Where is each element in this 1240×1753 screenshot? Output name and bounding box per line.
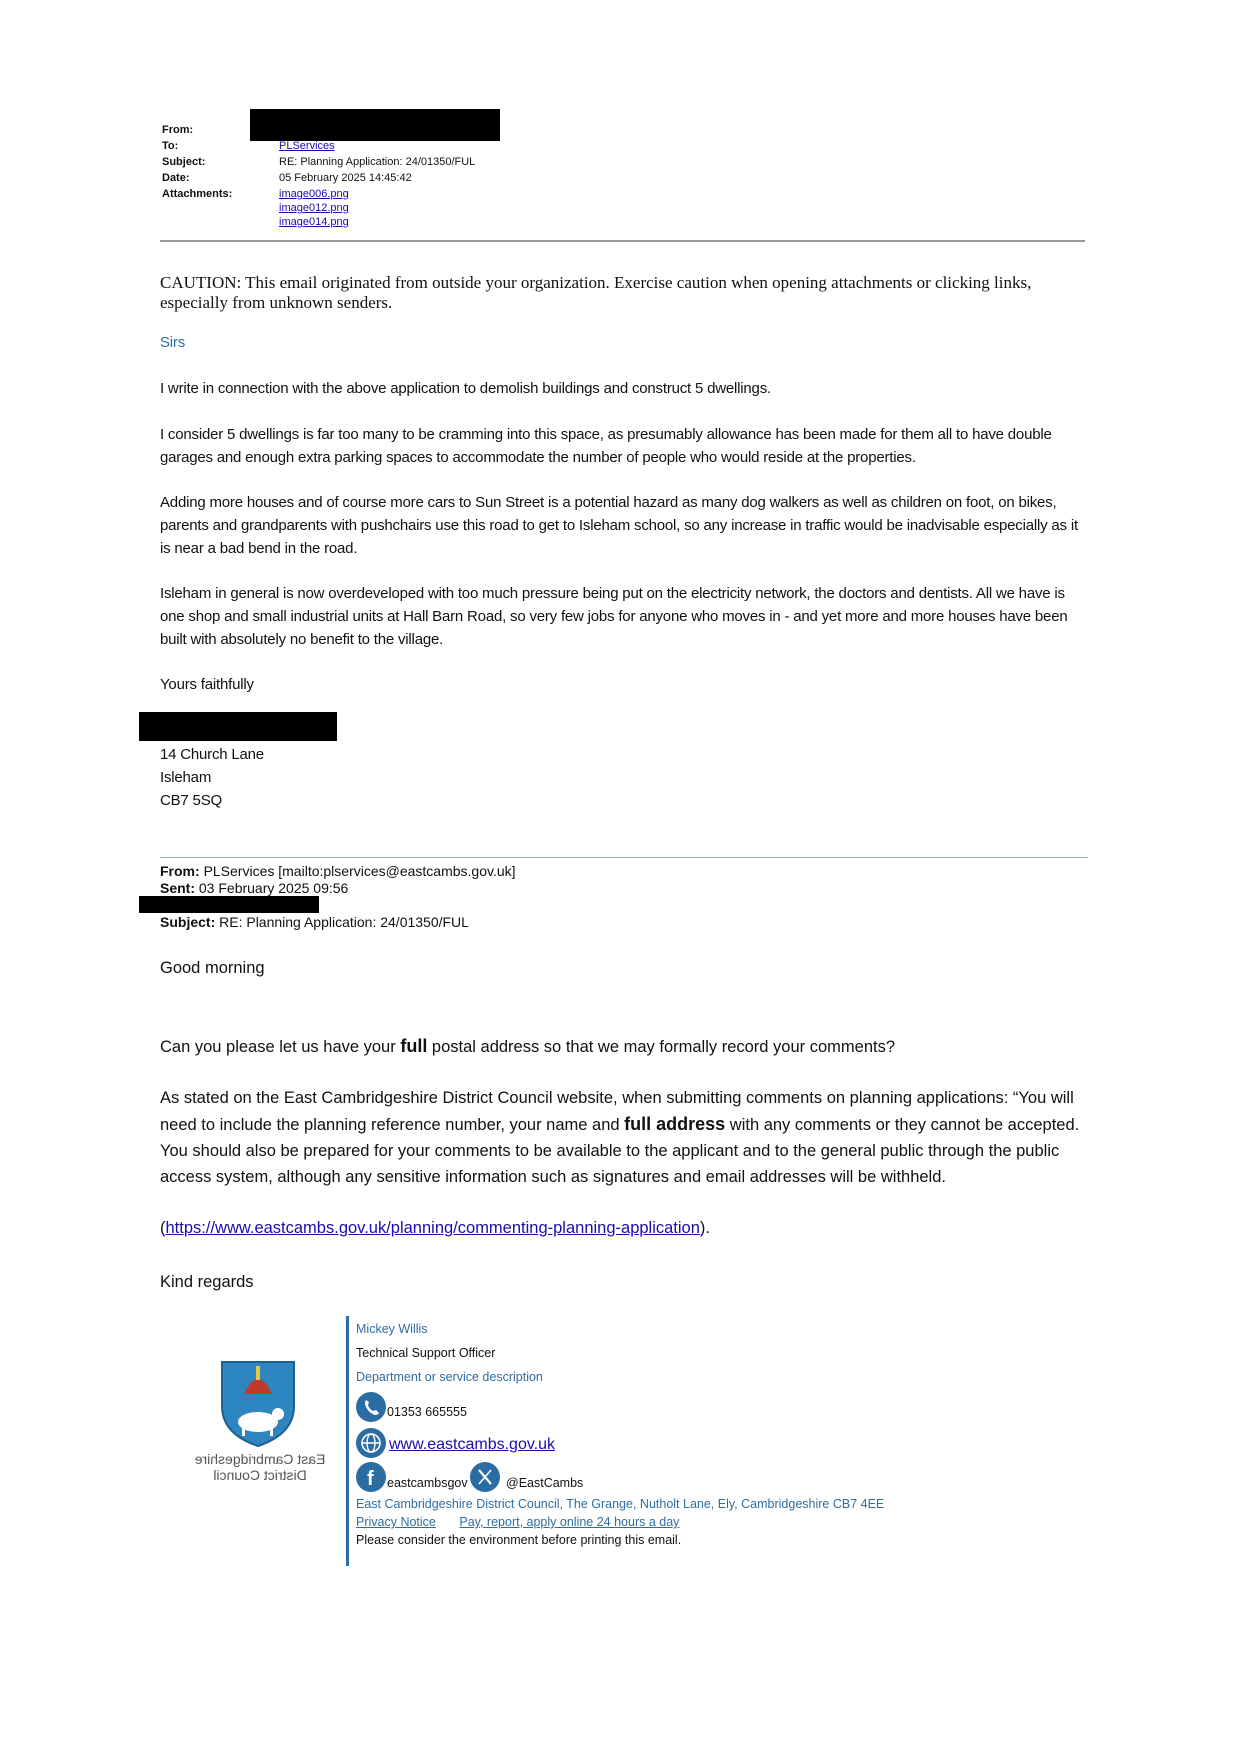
signature-website-link[interactable]: www.eastcambs.gov.uk xyxy=(389,1436,555,1453)
attachments-label: Attachments: xyxy=(162,188,233,200)
signature-address: East Cambridgeshire District Council, The Grange, Nutholt Lane, Ely, Cambridgeshire CB7 4EE xyxy=(356,1497,885,1511)
signature-links xyxy=(356,1515,679,1529)
attachment-link[interactable]: image006.png xyxy=(279,188,349,200)
letter-paragraph: I consider 5 dwellings is far too many to be cramming into this space, as presumably allowance has been made for them all to have double garages and enough extra parking spaces to accommodate the number of people who would reside at the properties. xyxy=(160,426,1052,466)
reply-p2-bold: full address xyxy=(624,1114,726,1134)
reply-paragraph xyxy=(160,1085,1090,1190)
reply-from-label: From: xyxy=(160,863,200,879)
reply-paragraph xyxy=(160,1033,1090,1060)
signature-bar xyxy=(346,1316,349,1566)
redacted-sender xyxy=(250,109,500,141)
salutation: Sirs xyxy=(160,334,186,351)
reply-p1-end: postal address so that we may formally record your comments? xyxy=(427,1038,896,1056)
to-label: To: xyxy=(162,140,179,152)
globe-icon xyxy=(356,1428,386,1458)
reply-closing: Kind regards xyxy=(160,1273,254,1291)
reply-sent-value: 03 February 2025 09:56 xyxy=(198,880,349,896)
redacted-recipient xyxy=(139,896,319,913)
reply-subject xyxy=(160,914,469,931)
council-crest-logo xyxy=(218,1356,298,1448)
subject-label: Subject: xyxy=(162,156,206,168)
letter-paragraph: I write in connection with the above application to demolish buildings and construct 5 dwellings. xyxy=(160,380,771,397)
reply-subject-value: RE: Planning Application: 24/01350/FUL xyxy=(219,914,469,930)
reply-divider xyxy=(160,857,1088,858)
signature-twitter: @EastCambs xyxy=(506,1476,584,1490)
letter-paragraph: Isleham in general is now overdeveloped with too much pressure being put on the electricity network, the doctors and dentists. All we have is one shop and small industrial units at Hall Barn Road, so very few jobs for anyone who moves in - and yet more and more houses have been built with absolutely no benefit to the village. xyxy=(160,585,1068,648)
header-divider xyxy=(160,240,1085,242)
link-close-paren: ). xyxy=(699,1219,710,1237)
attachment-link[interactable]: image014.png xyxy=(279,216,349,228)
reply-greeting: Good morning xyxy=(160,959,265,977)
to-link[interactable]: PLServices xyxy=(279,140,335,152)
address-line: Isleham xyxy=(160,769,212,786)
signature-environment-note: Please consider the environment before printing this email. xyxy=(356,1533,682,1547)
logo-text-line: District Council xyxy=(213,1467,307,1483)
attachment-link[interactable]: image012.png xyxy=(279,202,349,214)
letter-paragraph: Adding more houses and of course more cars to Sun Street is a potential hazard as many dog walkers as well as children on foot, on bikes, parents and grandparents with pushchairs use this road to get to Isleham school, so any increase in traffic would be inadvisable especially as it is near a bad bend in the road. xyxy=(160,494,1078,557)
logo-text-line: East Cambridgeshire xyxy=(194,1451,326,1467)
reply-link-line xyxy=(160,1215,1090,1241)
from-label: From: xyxy=(162,124,194,136)
reply-p2-end: with any comments or they cannot be accepted. You should also be prepared for your comments to be available to the applicant and to the general public through the public access system, although any sensitive information such as signatures and email addresses will be withheld. xyxy=(160,1116,1080,1186)
signature-phone: 01353 665555 xyxy=(387,1405,467,1419)
council-logo-text xyxy=(190,1451,330,1483)
phone-icon xyxy=(356,1392,386,1422)
signature-facebook: eastcambsgov xyxy=(387,1476,468,1490)
x-twitter-icon[interactable] xyxy=(470,1462,500,1492)
reply-p1-bold: full xyxy=(400,1036,428,1056)
caution-banner: CAUTION: This email originated from outside your organization. Exercise caution when opening attachments or clicking links, especially from unknown senders. xyxy=(160,273,1032,312)
reply-from-value: PLServices [mailto:plservices@eastcambs.gov.uk] xyxy=(203,863,516,879)
reply-from xyxy=(160,863,516,880)
signature-department: Department or service description xyxy=(356,1370,543,1384)
privacy-notice-link[interactable]: Privacy Notice xyxy=(356,1515,436,1529)
reply-subject-label: Subject: xyxy=(160,914,216,930)
address-line: CB7 5SQ xyxy=(160,792,222,809)
subject-value: RE: Planning Application: 24/01350/FUL xyxy=(279,156,476,168)
svg-text:f: f xyxy=(367,1468,374,1490)
signature-name: Mickey Willis xyxy=(356,1322,428,1336)
reply-p2-start: As stated on the East Cambridgeshire District Council website, when submitting comments on planning applications: “You will need to include the planning reference number, your name and xyxy=(160,1089,1074,1134)
date-value: 05 February 2025 14:45:42 xyxy=(279,172,412,184)
reply-sent xyxy=(160,880,348,897)
redacted-name xyxy=(139,712,337,741)
address-line: 14 Church Lane xyxy=(160,746,264,763)
letter-closing: Yours faithfully xyxy=(160,676,254,693)
reply-sent-label: Sent: xyxy=(160,880,195,896)
commenting-link[interactable]: https://www.eastcambs.gov.uk/planning/commenting-planning-application xyxy=(165,1219,700,1237)
pay-report-apply-link[interactable]: Pay, report, apply online 24 hours a day xyxy=(459,1515,680,1529)
facebook-icon[interactable] xyxy=(356,1462,386,1492)
link-open-paren: ( xyxy=(160,1219,166,1237)
signature-title: Technical Support Officer xyxy=(356,1346,496,1360)
reply-p1-start: Can you please let us have your xyxy=(160,1038,401,1056)
date-label: Date: xyxy=(162,172,190,184)
